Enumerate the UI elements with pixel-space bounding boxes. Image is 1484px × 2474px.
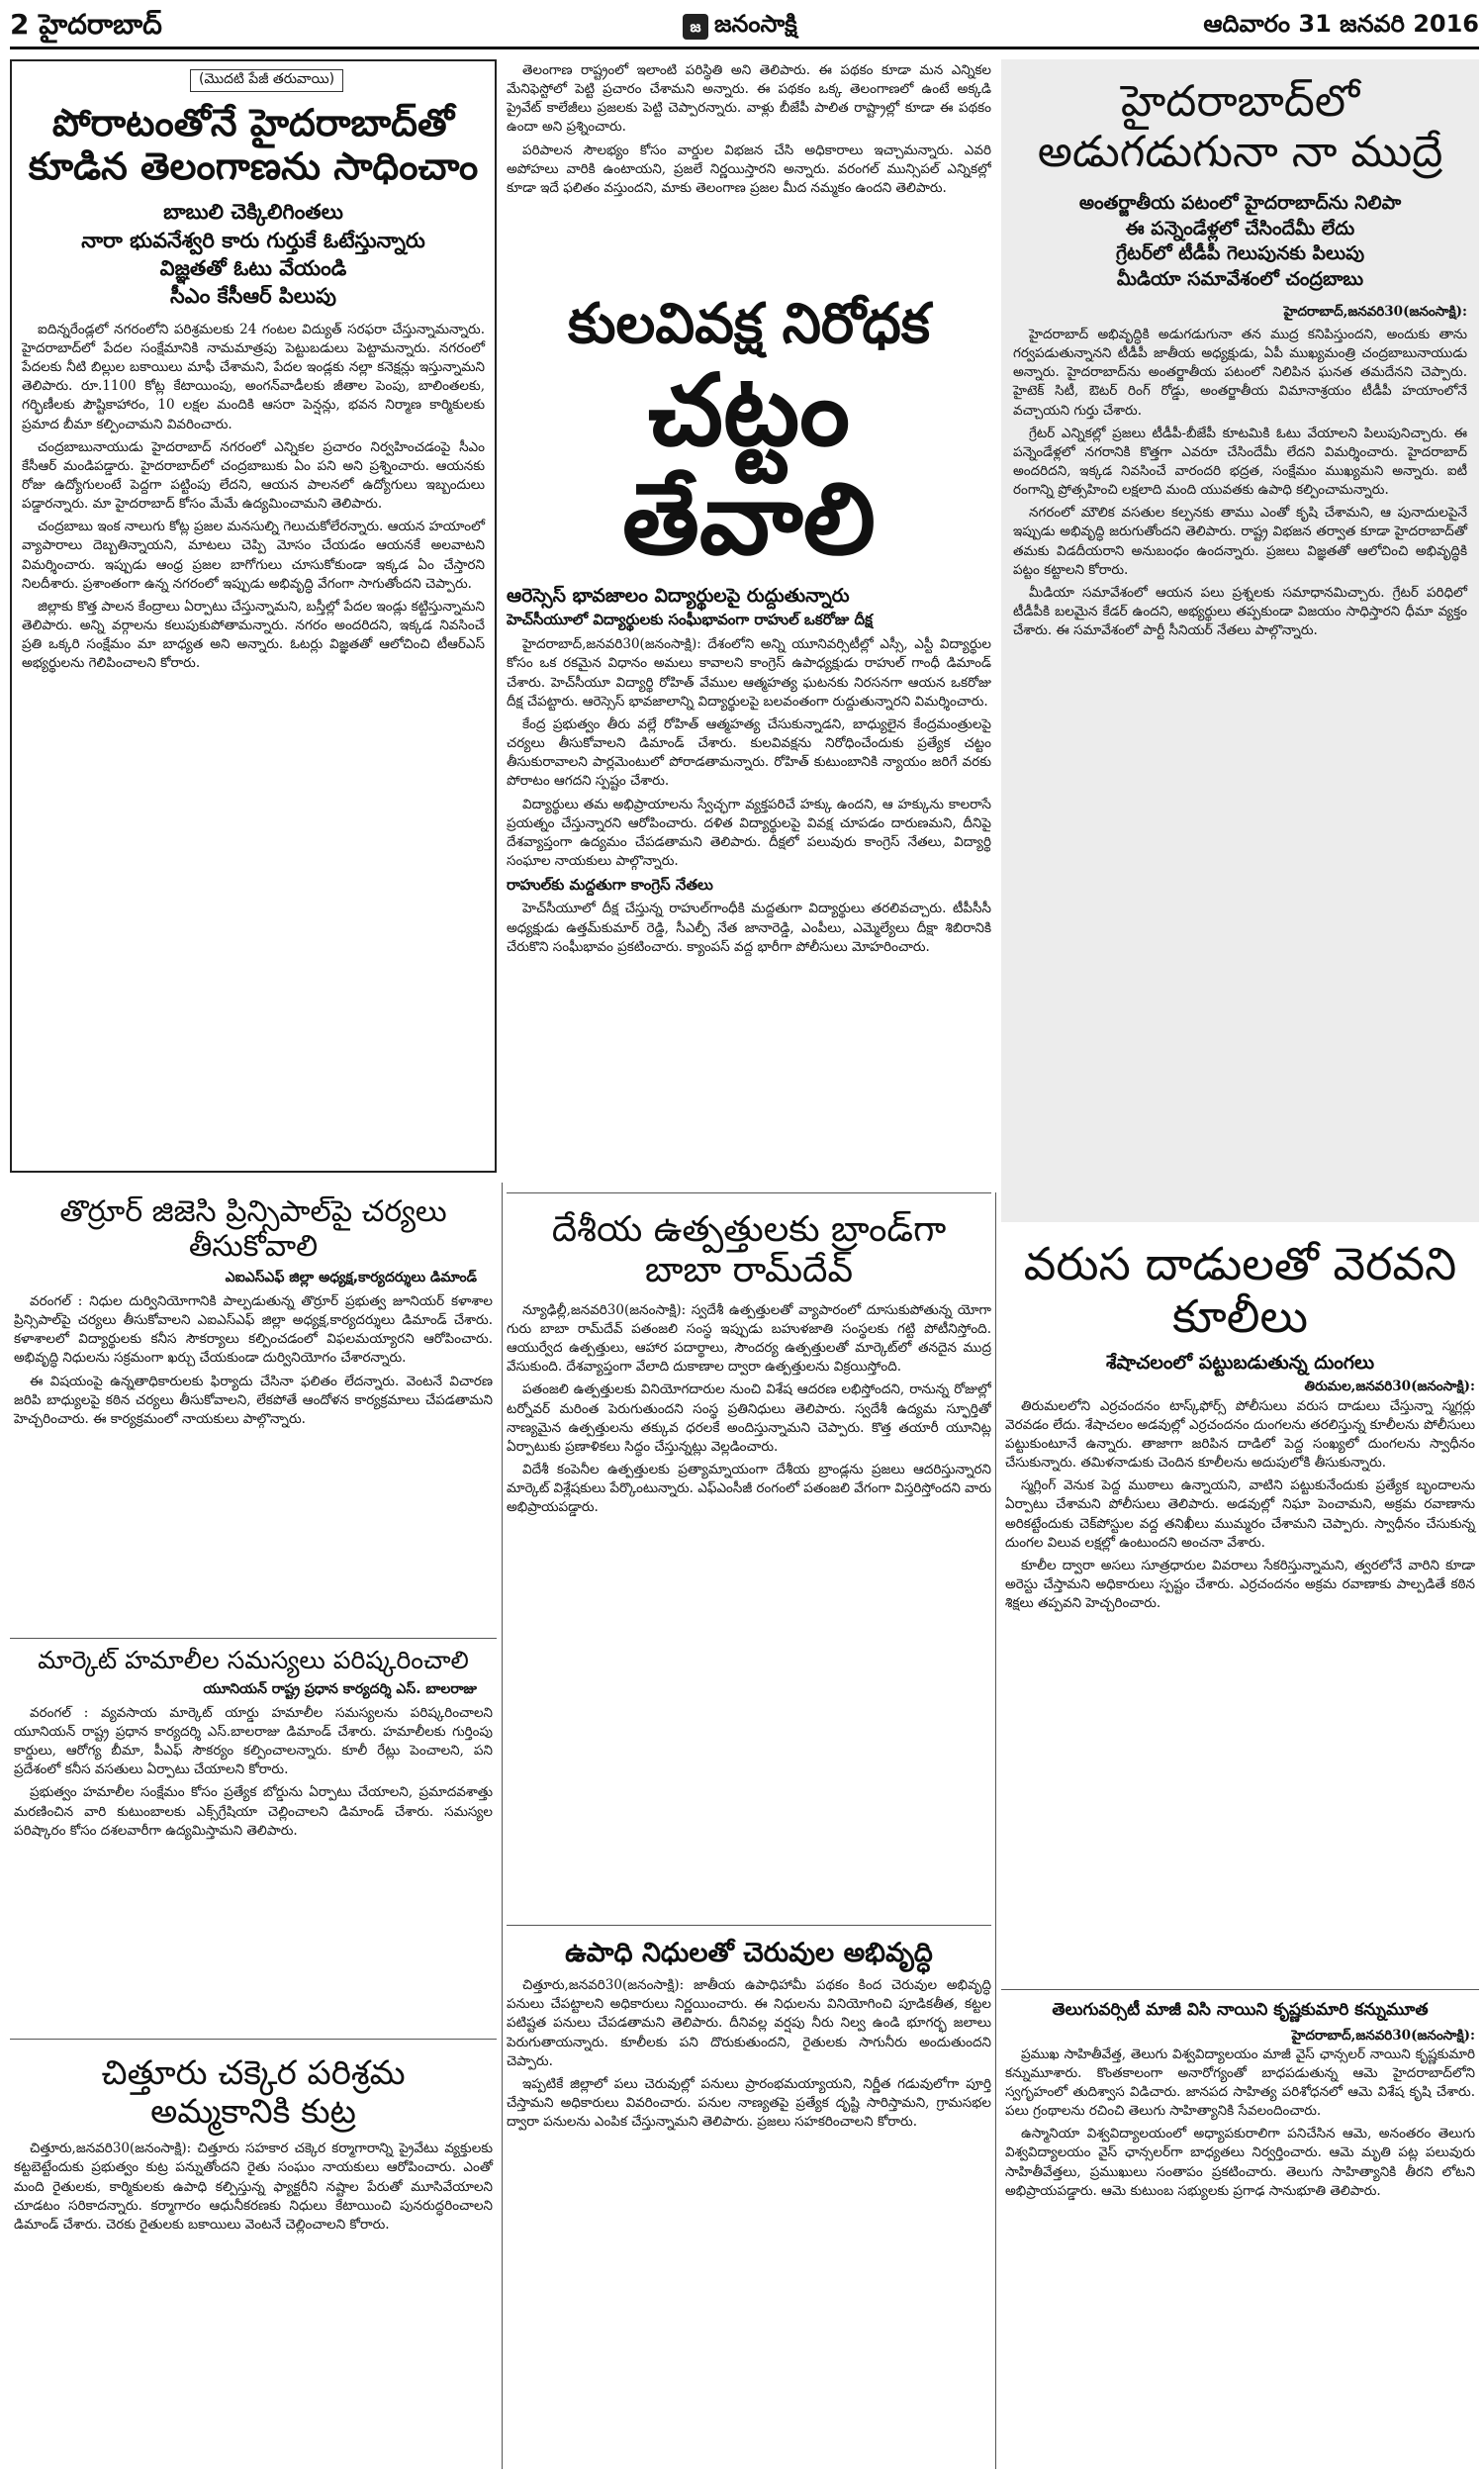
paragraph: గ్రేటర్ ఎన్నికల్లో ప్రజలు టీడీపీ-బీజేపీ కూటమికి ఓటు వేయాలని పిలుపునిచ్చారు. ఈ పన్నెండేళ్లలో నగరానికి కొత్తగా ఎవరూ చేసిందేమీ లేదని విమర్శించారు. హైదరాబాద్ అందరిదని, ఇక్కడ నివసించే వారందరి భద్రత, సంక్షేమం ముఖ్యమని అన్నారు. ఐటీ రంగాన్ని ప్రోత్సహించి లక్షలాది మంది యువతకు ఉపాధి కల్పించామన్నారు. [1013, 425, 1467, 499]
section-rule [10, 1638, 497, 1639]
story-upadhi [507, 1932, 991, 2469]
story-obituary-headline: తెలుగువర్సిటీ మాజీ విసి నాయిని కృష్ణకుమారి కన్నుమూత [1052, 2000, 1429, 2020]
paragraph: విదేశీ కంపెనీల ఉత్పత్తులకు ప్రత్యామ్నాయంగా దేశీయ బ్రాండ్లను ప్రజలు ఆదరిస్తున్నారని మార్కెట్ విశ్లేషకులు పేర్కొంటున్నారు. ఎఫ్‌ఎంసీజీ రంగంలో పతంజలి వేగంగా విస్తరిస్తోందని వారు అభిప్రాయపడ్డారు. [507, 1462, 991, 1516]
story-upadhi-headline: ఉపాధి నిధులతో చెరువుల అభివృద్ధి [565, 1938, 933, 1968]
story-chandrababu-subheads [1001, 187, 1479, 303]
section-rule [507, 1925, 991, 1926]
story-rahul-body [507, 635, 991, 957]
story-kcr [10, 59, 497, 1173]
section-rule [1001, 1989, 1479, 1990]
story-kcr-sub: సీఎం కేసీఆర్ పిలుపు [170, 284, 336, 309]
continued-kicker: (మొదటి పేజీ తరువాయి) [190, 69, 343, 92]
paper-title: జనంసాక్షి [714, 10, 797, 38]
paragraph: ప్రముఖ సాహితీవేత్త, తెలుగు విశ్వవిద్యాలయం మాజీ వైస్ ఛాన్సలర్ నాయిని కృష్ణకుమారి కన్నుమూశారు. కొంతకాలంగా అనారోగ్యంతో బాధపడుతున్న ఆమె హైదరాబాద్‌లోని స్వగృహంలో తుదిశ్వాస విడిచారు. జానపద సాహిత్య పరిశోధనలో ఆమె విశేష కృషి చేశారు. పలు గ్రంథాలను రచించి తెలుగు సాహిత్యానికి సేవలందించారు. [1005, 2046, 1475, 2120]
paper-logo-icon: జ [683, 14, 708, 40]
story-redsanders-dateline: తిరుమల,జనవరి30(జనంసాక్షి): [1304, 1379, 1475, 1395]
story-hamali-headline: మార్కెట్ హమాలీల సమస్యలు పరిష్కరించాలి [38, 1646, 469, 1674]
story-obituary-dateline: హైదరాబాద్,జనవరి30(జనంసాక్షి): [1291, 2027, 1475, 2044]
page-date: ఆదివారం 31 జనవరి 2016 [1203, 10, 1479, 38]
story-rahul-headline-main: చట్టం తేవాలి [622, 352, 876, 578]
paragraph: వరంగల్ : వ్యవసాయ మార్కెట్ యార్డు హమాలీల సమస్యలను పరిష్కరించాలని యూనియన్ రాష్ట్ర ప్రధాన కార్యదర్శి ఎస్.బాలరాజు డిమాండ్ చేశారు. హమాలీలకు గుర్తింపు కార్డులు, ఆరోగ్య బీమా, పీఎఫ్ సౌకర్యం కల్పించాలన్నారు. కూలీ రేట్లు పెంచాలని, పని ప్రదేశంలో కనీస వసతులు ఏర్పాటు చేయాలని కోరారు. [14, 1704, 493, 1778]
story-chandrababu-headline: హైదరాబాద్‌లో అడుగడుగునా నా ముద్రే [1037, 76, 1443, 177]
story-redsanders-sub: శేషాచలంలో పట్టుబడుతున్న దుంగలు [1105, 1351, 1375, 1374]
section-rule [10, 2039, 497, 2040]
story-kcr-sub: విజ్ఞతతో ఓటు వేయండి [159, 256, 347, 281]
story-ramdev-headline: దేశీయ ఉత్పత్తులకు బ్రాండ్‌గా బాబా రామ్‌దేవ్ [551, 1209, 947, 1291]
paragraph: తెలంగాణ రాష్ట్రంలో ఇలాంటి పరిస్థితి అని తెలిపారు. ఈ పథకం కూడా మన ఎన్నికల మేనిఫెస్టోలో పెట్టి ప్రచారం చేశామని అన్నారు. ఈ పథకం ఒక్క తెలంగాణలో ఉంటే అక్కడి ప్రైవేట్ కాలేజీలు ప్రజలకు పెట్టి చెప్పారన్నారు. వాళ్లు బీజేపీ పాలిత రాష్ట్రాల్లో కూడా ఈ పథకం ఉందా అని ప్రశ్నించారు. [507, 62, 991, 136]
story-rahul-headline-top: కులవివక్ష నిరోధక [567, 292, 931, 356]
story-chandrababu-sub: అంతర్జాతీయ పటంలో హైదరాబాద్‌ను నిలిపా [1078, 192, 1402, 215]
paragraph: పతంజలి ఉత్పత్తులకు వినియోగదారుల నుంచి విశేష ఆదరణ లభిస్తోందని, రానున్న రోజుల్లో టర్నోవర్ మరింత పెరుగుతుందని సంస్థ ప్రతినిధులు తెలిపారు. స్వదేశీ ఉద్యమ స్ఫూర్తితో నాణ్యమైన ఉత్పత్తులను తక్కువ ధరలకే అందిస్తున్నామని చెప్పారు. కొత్త తయారీ యూనిట్ల ఏర్పాటుకు ప్రణాళికలు సిద్ధం చేస్తున్నట్లు వెల్లడించారు. [507, 1381, 991, 1455]
story-chandrababu-sub: మీడియా సమావేశంలో చంద్రబాబు [1116, 268, 1364, 291]
paragraph: చిత్తూరు,జనవరి30(జనంసాక్షి): జాతీయ ఉపాధిహామీ పథకం కింద చెరువుల అభివృద్ధి పనులు చేపట్టాలని అధికారులు నిర్ణయించారు. ఈ నిధులను వినియోగించి పూడికతీత, కట్టల పటిష్టత పనులు చేపడతామని తెలిపారు. దీనివల్ల వర్షపు నీరు నిల్వ ఉండి భూగర్భ జలాలు పెరుగుతాయన్నారు. కూలీలకు పని దొరుకుతుందని, రైతులకు సాగునీరు అందుతుందని చెప్పారు. [507, 1977, 991, 2069]
page-number: 2 హైదరాబాద్ [10, 8, 162, 41]
paragraph: వరంగల్ : నిధుల దుర్వినియోగానికి పాల్పడుతున్న తొర్రూర్ ప్రభుత్వ జూనియర్ కళాశాల ప్రిన్సిపాల్‌పై చర్యలు తీసుకోవాలని ఎఐఎస్ఎఫ్ జిల్లా అధ్యక్ష,కార్యదర్శులు డిమాండ్ చేశారు. కళాశాలలో విద్యార్థులకు కనీస సౌకర్యాలు కల్పించడంలో విఫలమయ్యారని ఆరోపించారు. అభివృద్ధి నిధులను సక్రమంగా ఖర్చు చేయకుండా దుర్వినియోగం చేశారన్నారు. [14, 1293, 493, 1367]
column-rule [995, 1192, 996, 2469]
paragraph: ఇప్పటికే జిల్లాలో పలు చెరువుల్లో పనులు ప్రారంభమయ్యాయని, నిర్ణీత గడువులోగా పూర్తి చేస్తామని అధికారులు వివరించారు. పనుల నాణ్యతపై ప్రత్యేక దృష్టి సారిస్తామని, గ్రామసభల ద్వారా పనులను ఎంపిక చేస్తున్నామని తెలిపారు. ప్రజలు సహకరించాలని కోరారు. [507, 2075, 991, 2131]
story-kcr-continued [507, 61, 991, 281]
story-sugar-headline: చిత్తూరు చక్కెర పరిశ్రమ అమ్మకానికి కుట్ర [101, 2053, 406, 2133]
paragraph: స్మగ్లింగ్ వెనుక పెద్ద ముఠాలు ఉన్నాయని, వాటిని పట్టుకునేందుకు ప్రత్యేక బృందాలను ఏర్పాటు చేశామని పోలీసులు తెలిపారు. అడవుల్లో నిఘా పెంచామని, అక్రమ రవాణాను అరికట్టేందుకు చెక్‌పోస్టుల వద్ద తనిఖీలు ముమ్మరం చేశామని చెప్పారు. స్వాధీనం చేసుకున్న దుంగల విలువ లక్షల్లో ఉంటుందని అంచనా వేశారు. [1005, 1477, 1475, 1551]
story-upadhi-body [507, 1976, 991, 2132]
story-redsanders-body [1001, 1376, 1479, 1619]
story-chandrababu [1001, 59, 1479, 1222]
paragraph: మీడియా సమావేశంలో ఆయన పలు ప్రశ్నలకు సమాధానమిచ్చారు. గ్రేటర్ పరిధిలో టీడీపీకి బలమైన కేడర్ ఉందని, అభ్యర్థులు తప్పకుండా విజయం సాధిస్తారని ధీమా వ్యక్తం చేశారు. ఈ సమావేశంలో పార్టీ సీనియర్ నేతలు పాల్గొన్నారు. [1013, 584, 1467, 639]
section-rule [507, 1192, 991, 1193]
paragraph: ఉస్మానియా విశ్వవిద్యాలయంలో అధ్యాపకురాలిగా పనిచేసిన ఆమె, అనంతరం తెలుగు విశ్వవిద్యాలయం వైస్ ఛాన్సలర్‌గా బాధ్యతలు నిర్వర్తించారు. ఆమె మృతి పట్ల పలువురు సాహితీవేత్తలు, ప్రముఖులు సంతాపం ప్రకటించారు. తెలుగు సాహిత్యానికి తీరని లోటని అభిప్రాయపడ్డారు. ఆమె కుటుంబ సభ్యులకు ప్రగాఢ సానుభూతి తెలిపారు. [1005, 2126, 1475, 2199]
story-obituary-body [1001, 2027, 1479, 2201]
story-chandrababu-dateline: హైదరాబాద్,జనవరి30(జనంసాక్షి): [1283, 303, 1467, 320]
story-obituary [1001, 1997, 1479, 2469]
story-kcr-headline: పోరాటంతోనే హైదరాబాద్‌తో కూడిన తెలంగాణను సాధించాం [28, 101, 479, 188]
story-kcr-subheads [12, 194, 495, 320]
story-redsanders-headline: వరుస దాడులతో వెరవని కూలీలు [1023, 1237, 1457, 1343]
paragraph: కూలీల ద్వారా అసలు సూత్రధారుల వివరాలు సేకరిస్తున్నామని, త్వరలోనే వారిని కూడా అరెస్టు చేస్తామని అధికారులు స్పష్టం చేశారు. ఎర్రచందనం అక్రమ రవాణాకు పాల్పడితే కఠిన శిక్షలు తప్పవని హెచ్చరించారు. [1005, 1557, 1475, 1612]
story-hamali [10, 1645, 497, 2034]
paragraph: జిల్లాకు కొత్త పాలన కేంద్రాలు ఏర్పాటు చేస్తున్నామని, బస్తీల్లో పేదల ఇండ్లు కట్టిస్తున్నామని తెలిపారు. అన్ని వర్గాలను కలుపుకుపోతామన్నారు. నగరం అందరిదని, ఇక్కడ నివసించే ప్రతి ఒక్కరి సంక్షేమం మా బాధ్యత అని అన్నారు. ఓటర్లు విజ్ఞతతో ఆలోచించి టీఆర్ఎస్ అభ్యర్థులను గెలిపించాలని కోరారు. [22, 598, 485, 672]
paragraph: హైదరాబాద్ అభివృద్ధికి అడుగడుగునా తన ముద్ర కనిపిస్తుందని, అందుకు తాను గర్వపడుతున్నానని టీడీపీ జాతీయ అధ్యక్షుడు, ఏపీ ముఖ్యమంత్రి చంద్రబాబునాయుడు అన్నారు. హైదరాబాద్‌ను అంతర్జాతీయ పటంలో నిలిపిన ఘనత తమదేనని చెప్పారు. హైటెక్ సిటీ, ఔటర్ రింగ్ రోడ్డు, అంతర్జాతీయ విమానాశ్రయం టీడీపీ హయాంలోనే వచ్చాయని గుర్తు చేశారు. [1013, 326, 1467, 419]
column-rule [502, 1183, 503, 2469]
story-rahul-deck-2: హెచ్‌సీయూలో విద్యార్థులకు సంఘీభావంగా రాహుల్ ఒకరోజు దీక్ష [507, 611, 873, 629]
masthead [10, 6, 1479, 49]
paragraph: చిత్తూరు,జనవరి30(జనంసాక్షి): చిత్తూరు సహకార చక్కెర కర్మాగారాన్ని ప్రైవేటు వ్యక్తులకు కట్టబెట్టేందుకు ప్రభుత్వం కుట్ర పన్నుతోందని రైతు సంఘం నాయకులు ఆరోపించారు. ఎంతో మంది రైతులకు, కార్మికులకు ఉపాధి కల్పిస్తున్న ఫ్యాక్టరీని నష్టాల పేరుతో మూసివేయాలని చూడటం సరికాదన్నారు. కర్మాగారం ఆధునీకరణకు నిధులు కేటాయించి పునరుద్ధరించాలని డిమాండ్ చేశారు. చెరకు రైతులకు బకాయిలు వెంటనే చెల్లించాలని కోరారు. [14, 2141, 493, 2233]
paragraph: చంద్రబాబునాయుడు హైదరాబాద్ నగరంలో ఎన్నికల ప్రచారం నిర్వహించడంపై సీఎం కేసీఆర్ మండిపడ్డారు. హైదరాబాద్‌లో చంద్రబాబుకు ఏం పని అని ప్రశ్నించారు. ఆయనకు రోజు ఉద్యోగులంటే పెద్దగా పట్టింపు లేదని, ఆయన పాలనలో ఉద్యోగులు ఇబ్బందులు పడ్డారన్నారు. మా హైదరాబాద్ కోసం మేమే ఉద్యమించామని తెలిపారు. [22, 438, 485, 513]
paragraph: నగరంలో మౌలిక వసతుల కల్పనకు తాము ఎంతో కృషి చేశామని, ఆ పునాదులపైనే ఇప్పుడు అభివృద్ధి జరుగుతోందని తెలిపారు. రాష్ట్ర విభజన తర్వాత కూడా హైదరాబాద్‌తో తమకు విడదీయరాని అనుబంధం ఉందన్నారు. ప్రజలు విజ్ఞతతో ఆలోచించి అభివృద్ధికి పట్టం కట్టాలని కోరారు. [1013, 505, 1467, 578]
story-chandrababu-sub: గ్రేటర్‌లో టీడీపీ గెలుపునకు పిలుపు [1115, 242, 1365, 265]
story-rahul-deck: ఆరెస్సెస్ భావజాలం విద్యార్థులపై రుద్దుతున్నారు [507, 585, 850, 608]
story-sugar [10, 2046, 497, 2469]
story-kcr-body [12, 321, 495, 674]
paragraph: ఈ విషయంపై ఉన్నతాధికారులకు ఫిర్యాదు చేసినా ఫలితం లేదన్నారు. వెంటనే విచారణ జరిపి బాధ్యులపై కఠిన చర్యలు తీసుకోవాలని, లేకపోతే ఆందోళన కార్యక్రమాలు చేపడతామని హెచ్చరించారు. ఈ కార్యక్రమంలో నాయకులు పాల్గొన్నారు. [14, 1373, 493, 1427]
paragraph: కేంద్ర ప్రభుత్వం తీరు వల్లే రోహిత్ ఆత్మహత్య చేసుకున్నాడని, బాధ్యులైన కేంద్రమంత్రులపై చర్యలు తీసుకోవాలని డిమాండ్ చేశారు. కులవివక్షను నిరోధించేందుకు ప్రత్యేక చట్టం తీసుకురావాలని పార్లమెంటులో పోరాడతామన్నారు. రోహిత్ కుటుంబానికి న్యాయం జరిగే వరకు పోరాటం ఆగదని స్పష్టం చేశారు. [507, 715, 991, 790]
story-kcr-sub: బాబులి చెక్కిలిగింతలు [163, 200, 343, 225]
story-thorrur-byline: ఎఐఎస్ఎఫ్ జిల్లా అధ్యక్ష,కార్యదర్శులు డిమాండ్ [225, 1270, 477, 1285]
story-thorrur-body [10, 1292, 497, 1429]
story-rahul [507, 287, 991, 1188]
paragraph: విద్యార్థులు తమ అభిప్రాయాలను స్వేచ్ఛగా వ్యక్తపరిచే హక్కు ఉందని, ఆ హక్కును కాలరాసే ప్రయత్నం చేస్తున్నారని ఆరోపించారు. దళిత విద్యార్థులపై వివక్ష చూపడం దారుణమని, దీనిపై దేశవ్యాప్తంగా ఉద్యమం చేపడతామని తెలిపారు. దీక్షలో పలువురు కాంగ్రెస్ నేతలు, విద్యార్థి సంఘాల నాయకులు పాల్గొన్నారు. [507, 796, 991, 869]
story-rahul-crosshead: రాహుల్‌కు మద్దతుగా కాంగ్రెస్ నేతలు [507, 876, 713, 895]
paragraph: చంద్రబాబు ఇంక నాలుగు కోట్ల ప్రజల మనసుల్ని గెలుచుకోలేరన్నారు. ఆయన హయాంలో వ్యాపారాలు దెబ్బతిన్నాయని, మాటలు చెప్పి మోసం చేయడం ఆయనకే అలవాటని విమర్శించారు. ఇప్పుడు ఆంధ్ర ప్రజల బాగోగులు చూసుకోకుండా ఇక్కడ ఏం చేస్తారని నిలదీశారు. ప్రశాంతంగా ఉన్న నగరంలో ఇప్పుడు అభివృద్ధి వేగంగా సాగుతోందని చెప్పారు. [22, 519, 485, 592]
story-thorrur-headline: తొర్రూర్ జిజెసి ప్రిన్సిపాల్‌పై చర్యలు తీసుకోవాలి [59, 1194, 447, 1264]
paragraph: ఐదిన్నరేండ్లలో నగరంలోని పరిశ్రమలకు 24 గంటల విద్యుత్ సరఫరా చేస్తున్నామన్నారు. హైదరాబాద్‌లో పేదల సంక్షేమానికి నామమాత్రపు పెట్టుబడులు పెట్టామన్నారు. నగరంలో పేదలకు నీటి బిల్లుల బకాయిలు మాఫీ చేశామని, పేదల ఇండ్లకు నల్లా కనెక్షన్లు ఇస్తున్నామని తెలిపారు. రూ.1100 కోట్ల కేటాయింపు, అంగన్‌వాడీలకు జీతాల పెంపు, బాలింతలకు, గర్భిణీలకు పౌష్టికాహారం, 10 లక్షల మందికి ఆసరా పెన్షన్లు, భవన నిర్మాణ కార్మికులకు ప్రమాద బీమా కల్పించామని వివరించారు. [22, 321, 485, 432]
story-ramdev-body [507, 1301, 991, 1518]
paragraph: ప్రభుత్వం హమాలీల సంక్షేమం కోసం ప్రత్యేక బోర్డును ఏర్పాటు చేయాలని, ప్రమాదవశాత్తు మరణించిన వారి కుటుంబాలకు ఎక్స్‌గ్రేషియా చెల్లించాలని డిమాండ్ చేశారు. సమస్యల పరిష్కారం కోసం దశలవారీగా ఉద్యమిస్తామని తెలిపారు. [14, 1784, 493, 1839]
paragraph: హెచ్‌సీయూలో దీక్ష చేస్తున్న రాహుల్‌గాంధీకి మద్దతుగా విద్యార్థులు తరలివచ్చారు. టీపీసీసీ అధ్యక్షుడు ఉత్తమ్‌కుమార్ రెడ్డి, సీఎల్పీ నేత జానారెడ్డి, ఎంపీలు, ఎమ్మెల్యేలు దీక్షా శిబిరానికి చేరుకొని సంఘీభావం ప్రకటించారు. క్యాంపస్ వద్ద భారీగా పోలీసులు మోహరించారు. [507, 901, 991, 955]
story-hamali-byline: యూనియన్ రాష్ట్ర ప్రధాన కార్యదర్శి ఎస్. బాలరాజు [203, 1680, 477, 1697]
paragraph: న్యూఢిల్లీ,జనవరి30(జనంసాక్షి): స్వదేశీ ఉత్పత్తులతో వ్యాపారంలో దూసుకుపోతున్న యోగా గురు బాబా రామ్‌దేవ్ పతంజలి సంస్థ ఇప్పుడు బహుళజాతి సంస్థలకు గట్టి పోటీనిస్తోంది. ఆయుర్వేద ఉత్పత్తులు, ఆహార పదార్థాలు, సౌందర్య ఉత్పత్తులతో మార్కెట్‌లో తనదైన ముద్ర వేసుకుంది. దేశవ్యాప్తంగా వేలాది దుకాణాల ద్వారా ఉత్పత్తులను విక్రయిస్తోంది. [507, 1301, 991, 1376]
story-thorrur [10, 1188, 497, 1633]
story-sugar-body [10, 2140, 497, 2235]
story-ramdev [507, 1199, 991, 1920]
paragraph: పరిపాలన సౌలభ్యం కోసం వార్డుల విభజన చేసి అధికారాలు ఇచ్చామన్నారు. ఎవరి అపోహలు వారికి ఉంటాయని, ప్రజలే నిర్ణయిస్తారని అన్నారు. వరంగల్ మున్సిపల్ ఎన్నికల్లో కూడా ఇదే ఫలితం వస్తుందని, మాకు తెలంగాణ ప్రజల మీద నమ్మకం ఉందని తెలిపారు. [507, 142, 991, 196]
story-kcr-sub: నారా భువనేశ్వరి కారు గుర్తుకే ఓటేస్తున్నారు [81, 228, 425, 252]
story-hamali-body [10, 1704, 497, 1841]
paragraph: హైదరాబాద్,జనవరి30(జనంసాక్షి): దేశంలోని అన్ని యూనివర్సిటీల్లో ఎస్సీ, ఎస్టీ విద్యార్థుల కోసం ఒక రకమైన విధానం అమలు కావాలని కాంగ్రెస్ ఉపాధ్యక్షుడు రాహుల్ గాంధీ డిమాండ్ చేశారు. హెచ్‌సీయూ విద్యార్థి రోహిత్ వేముల ఆత్మహత్య ఘటనకు నిరసనగా ఆయన ఒకరోజు దీక్ష చేపట్టారు. ఆరెస్సెస్ భావజాలాన్ని విద్యార్థులపై బలవంతంగా రుద్దుతున్నారని విమర్శించారు. [507, 636, 991, 710]
story-redsanders [1001, 1232, 1479, 1984]
paper-name [683, 10, 797, 44]
story-chandrababu-sub: ఈ పన్నెండేళ్లలో చేసిందేమీ లేదు [1125, 217, 1355, 239]
paragraph: తిరుమలలోని ఎర్రచందనం టాస్క్‌ఫోర్స్ పోలీసులు వరుస దాడులు చేస్తున్నా స్మగ్లర్లు వెరవడం లేదు. శేషాచలం అడవుల్లో ఎర్రచందనం దుంగలను తరలిస్తున్న కూలీలను పోలీసులు పట్టుకుంటూనే ఉన్నారు. తాజాగా జరిపిన దాడిలో పెద్ద సంఖ్యలో దుంగలను స్వాధీనం చేసుకున్నారు. తమిళనాడుకు చెందిన కూలీలను అదుపులోకి తీసుకున్నారు. [1005, 1397, 1475, 1472]
story-chandrababu-body [1001, 303, 1479, 641]
